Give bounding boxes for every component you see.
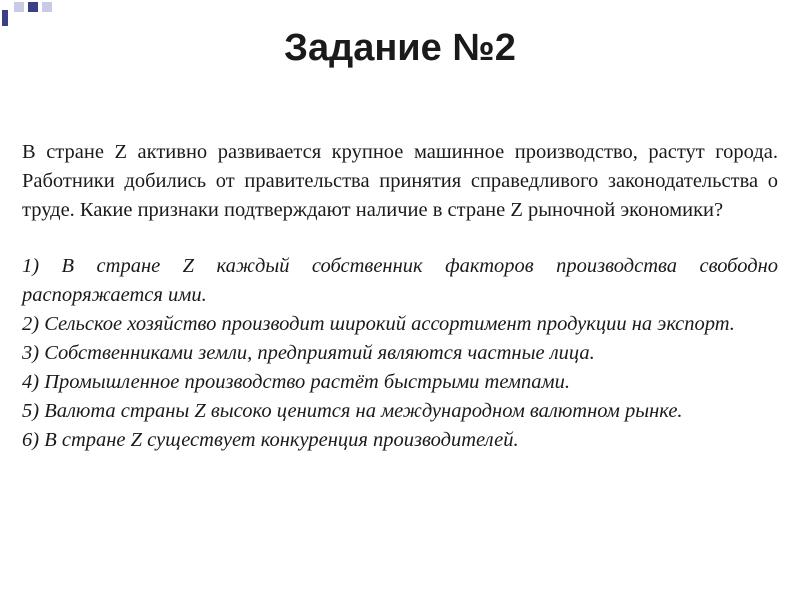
answer-option-2: 2) Сельское хозяйство производит широкий ассортимент продукции на экспорт. — [22, 313, 735, 335]
answer-option-4: 4) Промышленное производство растёт быстрыми темпами. — [22, 371, 570, 393]
slide-title: Задание №2 — [284, 27, 516, 69]
slide-content — [22, 138, 778, 455]
answer-option-3: 3) Собственниками земли, предприятий являются частные лица. — [22, 342, 595, 364]
answer-option-6: 6) В стране Z существует конкуренция производителей. — [22, 429, 519, 451]
decor-square — [42, 2, 52, 12]
decor-square — [14, 2, 24, 12]
answer-option-1: 1) В стране Z каждый собственник факторов производства свободно распоряжается ими. — [22, 255, 778, 306]
answer-option-5: 5) Валюта страны Z высоко ценится на международном валютном рынке. — [22, 400, 683, 422]
question-text: В стране Z активно развивается крупное машинное производство, растут города. Работники добились от правительства принятия справедливого законодательства о труде. Какие признаки подтверждают наличие в стране Z рыночной экономики? — [22, 141, 778, 221]
decor-square — [28, 2, 38, 12]
